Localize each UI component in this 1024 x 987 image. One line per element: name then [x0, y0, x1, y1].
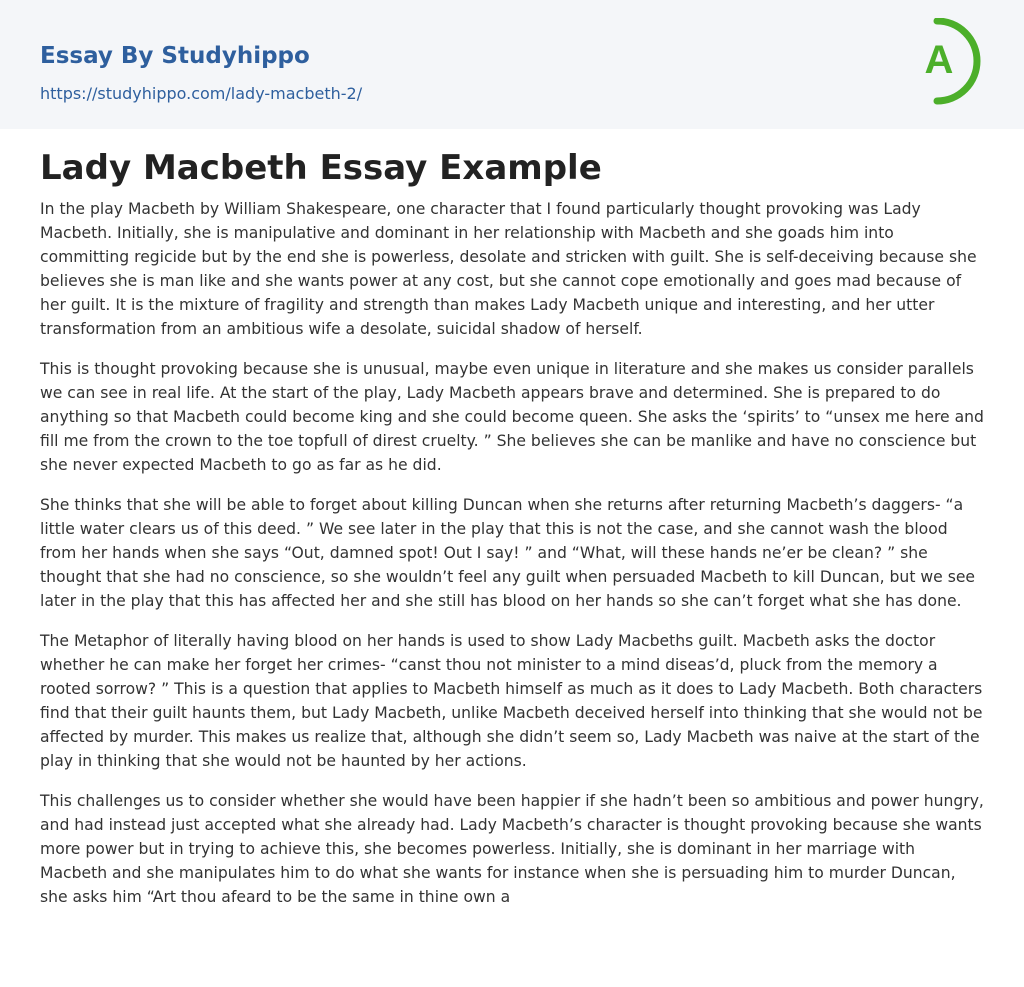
logo-letter: A [924, 38, 954, 82]
essay-paragraph: In the play Macbeth by William Shakespeare, one character that I found particularly thought provoking was Lady Macbeth. Initially, she is manipulative and dominant in her relationship with Macbeth and she goads him into committing regicide but by the end she is powerless, desolate and stricken with guilt. She is self-deceiving because she believes she is man like and she wants power at any cost, but she cannot cope emotionally and goes mad because of her guilt. It is the mixture of fragility and strength than makes Lady Macbeth unique and interesting, and her utter transformation from an ambitious wife a desolate, suicidal shadow of herself. [40, 200, 977, 338]
page-title: Lady Macbeth Essay Example [40, 148, 602, 188]
essay-paragraph: The Metaphor of literally having blood on her hands is used to show Lady Macbeths guilt. Macbeth asks the doctor whether he can make her forget her crimes- “canst thou not minister to a mind diseas’d, pluck from the memory a rooted sorrow? ” This is a question that applies to Macbeth himself as much as it does to Lady Macbeth. Both characters find that their guilt haunts them, but Lady Macbeth, unlike Macbeth deceived herself into thinking that she would not be affected by murder. This makes us realize that, although she didn’t seem so, Lady Macbeth was naive at the start of the play in thinking that she would not be haunted by her actions. [40, 632, 983, 770]
logo[interactable] [908, 18, 988, 106]
article-content [40, 144, 986, 925]
essay-paragraph: This challenges us to consider whether she would have been happier if she hadn’t been so ambitious and power hungry, and had instead just accepted what she already had. Lady Macbeth’s character is thought provoking because she wants more power but in trying to achieve this, she becomes powerless. Initially, she is dominant in her marriage with Macbeth and she manipulates him to do what she wants for instance when she is persuading him to murder Duncan, she asks him “Art thou afeard to be the same in thine own a [40, 792, 984, 906]
page-header [0, 0, 1024, 129]
essay-paragraph: She thinks that she will be able to forget about killing Duncan when she returns after returning Macbeth’s daggers- “a little water clears us of this deed. ” We see later in the play that this is not the case, and she cannot wash the blood from her hands when she says “Out, damned spot! Out I say! ” and “What, will these hands ne’er be clean? ” she thought that she had no conscience, so she wouldn’t feel any guilt when persuaded Macbeth to kill Duncan, but we see later in the play that this has affected her and she still has blood on her hands so she can’t forget what she has done. [40, 496, 976, 610]
site-title[interactable]: Essay By Studyhippo [40, 43, 310, 69]
source-url-link[interactable]: https://studyhippo.com/lady-macbeth-2/ [40, 84, 363, 103]
essay-paragraph: This is thought provoking because she is unusual, maybe even unique in literature and she makes us consider parallels we can see in real life. At the start of the play, Lady Macbeth appears brave and determined. She is prepared to do anything so that Macbeth could become king and she could become queen. She asks the ‘spirits’ to “unsex me here and fill me from the crown to the toe topfull of direst cruelty. ” She believes she can be manlike and have no conscience but she never expected Macbeth to go as far as he did. [40, 360, 984, 474]
